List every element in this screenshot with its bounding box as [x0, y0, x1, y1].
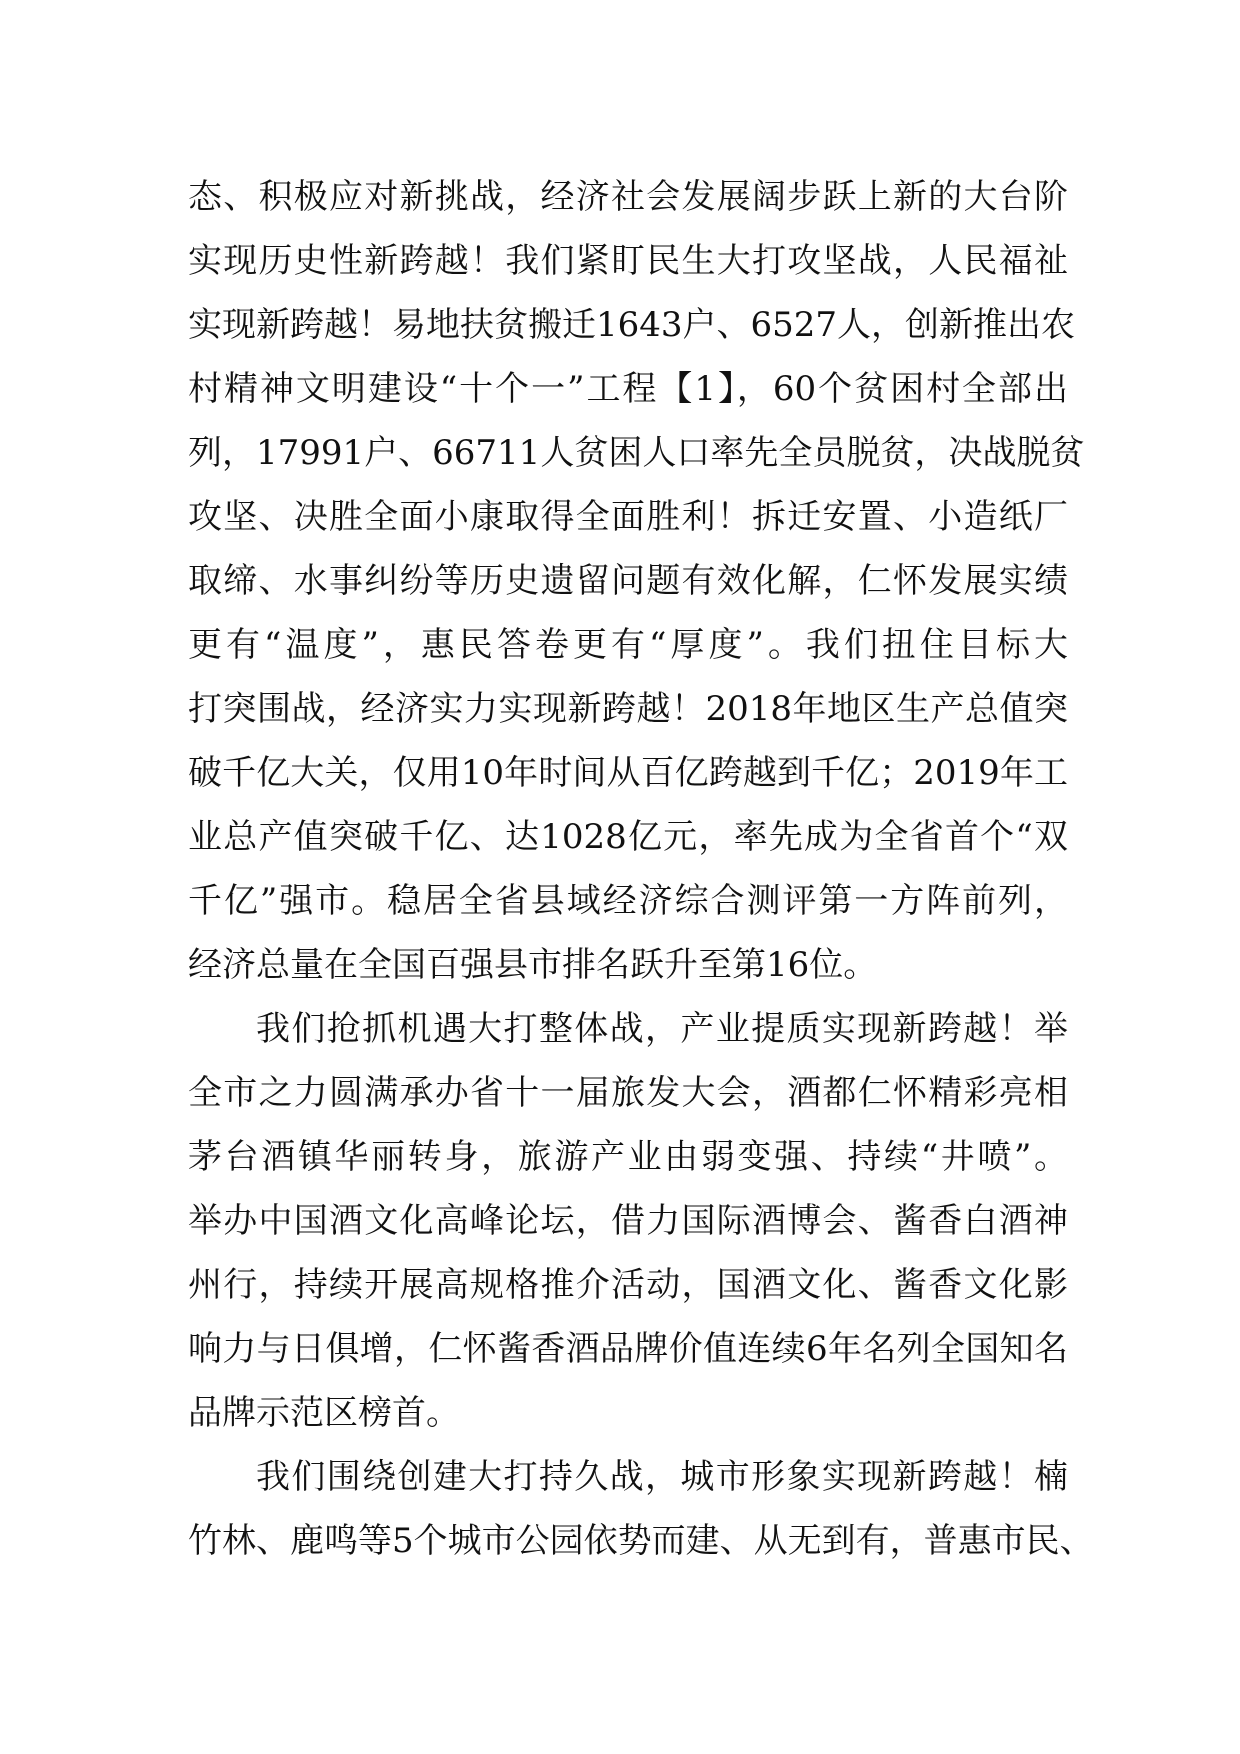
text-line: 实现历史性新跨越！我们紧盯民生大打攻坚战，人民福祉	[188, 241, 1068, 281]
text-line: 取缔、水事纠纷等历史遗留问题有效化解，仁怀发展实绩	[188, 561, 1068, 601]
text-line: 村精神文明建设“十个一”工程【1】，60个贫困村全部出	[188, 369, 1068, 409]
text-line: 茅台酒镇华丽转身，旅游产业由弱变强、持续“井喷”。	[188, 1137, 1068, 1177]
text-line: 举办中国酒文化高峰论坛，借力国际酒博会、酱香白酒神	[188, 1201, 1068, 1241]
text-line: 破千亿大关，仅用10年时间从百亿跨越到千亿；2019年工	[188, 753, 1068, 793]
text-line: 品牌示范区榜首。	[188, 1393, 460, 1433]
text-line: 实现新跨越！易地扶贫搬迁1643户、6527人，创新推出农	[188, 305, 1076, 345]
text-line: 我们抢抓机遇大打整体战，产业提质实现新跨越！举	[256, 1009, 1068, 1049]
paragraph-2	[188, 997, 1068, 1445]
paragraph-1	[188, 165, 1085, 997]
text-line: 列，17991户、66711人贫困人口率先全员脱贫，决战脱贫	[188, 433, 1085, 473]
text-line: 打突围战，经济实力实现新跨越！2018年地区生产总值突	[188, 689, 1068, 729]
text-line: 攻坚、决胜全面小康取得全面胜利！拆迁安置、小造纸厂	[188, 497, 1068, 537]
text-line: 经济总量在全国百强县市排名跃升至第16位。	[188, 945, 878, 985]
text-line: 全市之力圆满承办省十一届旅发大会，酒都仁怀精彩亮相	[188, 1073, 1068, 1113]
text-line: 我们围绕创建大打持久战，城市形象实现新跨越！楠	[256, 1457, 1068, 1497]
text-line: 州行，持续开展高规格推介活动，国酒文化、酱香文化影	[188, 1265, 1068, 1305]
body-text	[188, 165, 1094, 1573]
text-line: 竹林、鹿鸣等5个城市公园依势而建、从无到有，普惠市民、	[188, 1521, 1094, 1561]
text-line: 态、积极应对新挑战，经济社会发展阔步跃上新的大台阶	[188, 177, 1068, 217]
text-line: 千亿”强市。稳居全省县域经济综合测评第一方阵前列，	[188, 881, 1068, 921]
paragraph-3	[188, 1445, 1094, 1573]
text-line: 响力与日俱增，仁怀酱香酒品牌价值连续6年名列全国知名	[188, 1329, 1068, 1369]
text-line: 更有“温度”，惠民答卷更有“厚度”。我们扭住目标大	[188, 625, 1068, 665]
text-line: 业总产值突破千亿、达1028亿元，率先成为全省首个“双	[188, 817, 1068, 857]
